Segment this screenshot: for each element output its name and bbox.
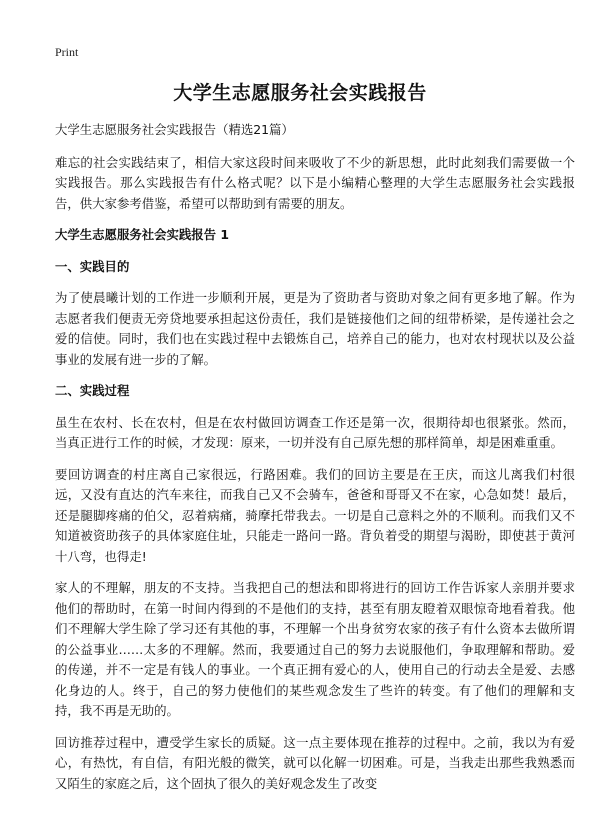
body-paragraph: 回访推荐过程中，遭受学生家长的质疑。这一点主要体现在推荐的过程中。之前，我以为有爱心，有热忱，有自信，有阳光般的微笑，就可以化解一切困难。可是，当我走出那些我熟悉而又陌生的家庭之后，这个固执了很久的美好观念发生了改变 [55,734,575,791]
body-paragraph: 要回访调查的村庄离自己家很远，行路困难。我们的回访主要是在王庆，而这儿离我们村很远，又没有直达的汽车来往，而我自己又不会骑车，爸爸和哥哥又不在家，心急如焚！最后，还是腿脚疼痛的伯父，忍着病痛，骑摩托带我去。一切是自己意料之外的不顺利。而我们又不知道被资助孩子的具体家庭住址，只能走一路问一路。背负着受的期望与渴盼，即使甚于黄河十八弯，也得走! [55,466,575,564]
part1-heading: 一、实践目的 [55,258,130,274]
document-body [55,120,575,805]
body-paragraph: 虽生在农村、长在农村，但是在农村做回访调查工作还是第一次，很期待却也很紧张。然而，当真正进行工作的时候，才发现：原来，一切并没有自己原先想的那样简单，却是困难重重。 [55,414,575,450]
document-subtitle: 大学生志愿服务社会实践报告（精选21篇） [55,122,294,137]
body-paragraph: 家人的不理解，朋友的不支持。当我把自己的想法和即将进行的回访工作告诉家人亲朋并要求他们的帮助时，在第一时间内得到的不是他们的支持，甚至有朋友瞪着双眼惊奇地看着我。他们不理解大学生除了学习还有其他的事，不理解一个出身贫穷农家的孩子有什么资本去做所谓的公益事业……太多的不理解。然而，我要通过自己的努力去说服他们，争取理解和帮助。爱的传递，并不一定是有钱人的事业。一个真正拥有爱心的人，使用自己的行动去全是爱、去感化身边的人。终于，自己的努力使他们的某些观念发生了些许的转变。有了他们的理解和支持，我不再是无助的。 [55,580,575,718]
document-title: 大学生志愿服务社会实践报告 [173,82,427,104]
part1-paragraph: 为了使晨曦计划的工作进一步顺利开展，更是为了资助者与资助对象之间有更多地了解。作为志愿者我们便责无旁贷地要承担起这份责任，我们是链接他们之间的纽带桥梁，是传递社会之爱的信使。同时，我们也在实践过程中去锻炼自己，培养自己的能力，也对农村现状以及公益事业的发展有进一步的了解。 [55,290,575,367]
intro-paragraph: 难忘的社会实践结束了，相信大家这段时间来吸收了不少的新思想，此时此刻我们需要做一个实践报告。那么实践报告有什么格式呢？以下是小编精心整理的大学生志愿服务社会实践报告，供大家参考借鉴，希望可以帮助到有需要的朋友。 [55,154,575,211]
section-heading: 大学生志愿服务社会实践报告 1 [55,227,230,242]
part2-heading: 二、实践过程 [55,383,130,398]
print-label: Print [55,45,79,59]
